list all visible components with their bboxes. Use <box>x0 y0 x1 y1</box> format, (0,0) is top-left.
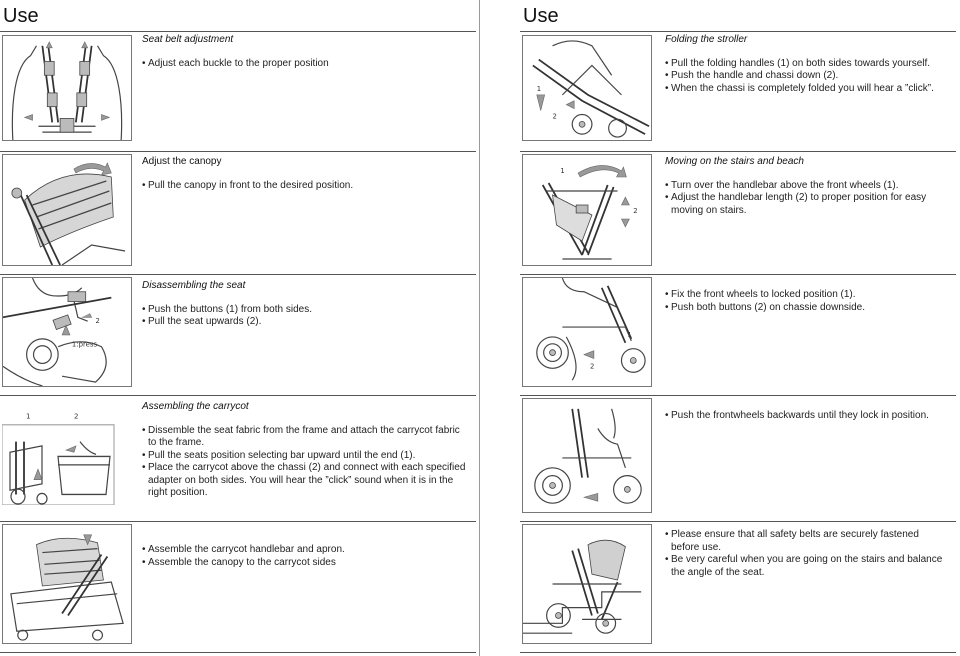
section-carrycot-handlebar <box>0 522 476 653</box>
safety-stairs-illustration <box>522 524 652 644</box>
disassembling-seat-bullet-2: • Pull the seat upwards (2). <box>142 316 468 329</box>
front-wheels-lock-bullet-1: • Fix the front wheels to locked position (1). <box>665 289 948 302</box>
front-wheels-lock-text <box>665 289 948 314</box>
stairs-label-2: 2 <box>633 206 638 216</box>
front-wheels-label-1: 1 <box>627 330 632 339</box>
carrycot-handlebar-illustration <box>2 524 132 644</box>
front-wheels-backwards-illustration <box>522 398 652 513</box>
section-seat-belt <box>0 32 476 152</box>
front-wheels-backwards-bullet-1: • Push the frontwheels backwards until they lock in position. <box>665 410 948 423</box>
stairs-beach-heading: Moving on the stairs and beach <box>665 156 804 167</box>
section-folding-stroller <box>520 32 956 152</box>
carrycot-heading: Assembling the carrycot <box>142 401 249 412</box>
stairs-beach-text <box>665 156 948 217</box>
safety-bullet-1: • Please ensure that all safety belts are securely fastened before use. <box>665 529 948 554</box>
section-adjust-canopy <box>0 152 476 275</box>
stairs-beach-illustration <box>522 154 652 266</box>
canopy-bullet-1: • Pull the canopy in front to the desired position. <box>142 180 468 193</box>
front-wheels-backwards-text <box>665 410 948 423</box>
left-page-header <box>0 0 476 32</box>
seat-belt-bullet-1: • Adjust each buckle to the proper position <box>142 58 468 71</box>
carrycot-handlebar-text <box>142 544 468 569</box>
folding-stroller-bullet-1: • Pull the folding handles (1) on both sides towards yourself. <box>665 58 948 71</box>
seat-belt-illustration <box>2 35 132 141</box>
folding-label-1: 1 <box>536 84 542 93</box>
carrycot-text <box>142 401 468 500</box>
folding-stroller-illustration <box>522 35 652 141</box>
section-stairs-beach <box>520 152 956 275</box>
front-wheels-label-2: 2 <box>589 362 595 371</box>
disassembling-seat-label-press: 1:press <box>71 340 98 349</box>
carrycot-label-1: 1 <box>26 411 31 421</box>
carrycot-bullet-2: • Pull the seats position selecting bar upward until the end (1). <box>142 450 468 463</box>
canopy-heading: Adjust the canopy <box>142 156 222 167</box>
front-wheels-lock-illustration <box>522 277 652 387</box>
folding-stroller-text <box>665 34 948 95</box>
section-front-wheels-lock <box>520 275 956 396</box>
disassembling-seat-illustration <box>2 277 132 387</box>
stairs-label-1: 1 <box>560 166 565 176</box>
carrycot-label-2: 2 <box>74 411 79 421</box>
carrycot-handlebar-bullet-1: • Assemble the carrycot handlebar and apron. <box>142 544 468 557</box>
right-page-title: Use <box>523 5 559 27</box>
folding-label-2: 2 <box>552 112 557 121</box>
seat-belt-text <box>142 34 468 70</box>
right-page-header <box>520 0 956 32</box>
folding-stroller-heading: Folding the stroller <box>665 34 748 45</box>
section-front-wheels-backwards <box>520 396 956 522</box>
left-page-title: Use <box>3 5 39 27</box>
folding-stroller-bullet-2: • Push the handle and chassi down (2). <box>665 70 948 83</box>
carrycot-handlebar-bullet-2: • Assemble the canopy to the carrycot sides <box>142 557 468 570</box>
section-safety <box>520 522 956 653</box>
disassembling-seat-bullet-1: • Push the buttons (1) from both sides. <box>142 304 468 317</box>
safety-text <box>665 529 948 579</box>
disassembling-seat-text <box>142 280 468 329</box>
canopy-illustration <box>2 154 132 266</box>
safety-bullet-2: • Be very careful when you are going on the stairs and balance the angle of the seat. <box>665 554 948 579</box>
carrycot-illustration-1 <box>2 410 118 505</box>
folding-stroller-bullet-3: • When the chassi is completely folded you will hear a ”click”. <box>665 83 948 96</box>
disassembling-seat-heading: Disassembling the seat <box>142 280 246 291</box>
right-page <box>480 0 960 656</box>
section-disassembling-seat <box>0 275 476 396</box>
disassembling-seat-label-2: 2 <box>95 317 100 326</box>
stairs-beach-bullet-1: • Turn over the handlebar above the front wheels (1). <box>665 180 948 193</box>
seat-belt-heading: Seat belt adjustment <box>142 34 234 45</box>
stairs-beach-bullet-2: • Adjust the handlebar length (2) to proper position for easy moving on stairs. <box>665 192 948 217</box>
front-wheels-lock-bullet-2: • Push both buttons (2) on chassie downside. <box>665 302 948 315</box>
canopy-text <box>142 156 468 192</box>
carrycot-bullet-1: • Dissemble the seat fabric from the frame and attach the carrycot fabric to the frame. <box>142 425 468 450</box>
carrycot-bullet-3: • Place the carrycot above the chassi (2) and connect with each specified adapter on both sides. You will hear the ”click” sound when it is in the right position. <box>142 462 468 500</box>
section-assembling-carrycot <box>0 396 476 522</box>
